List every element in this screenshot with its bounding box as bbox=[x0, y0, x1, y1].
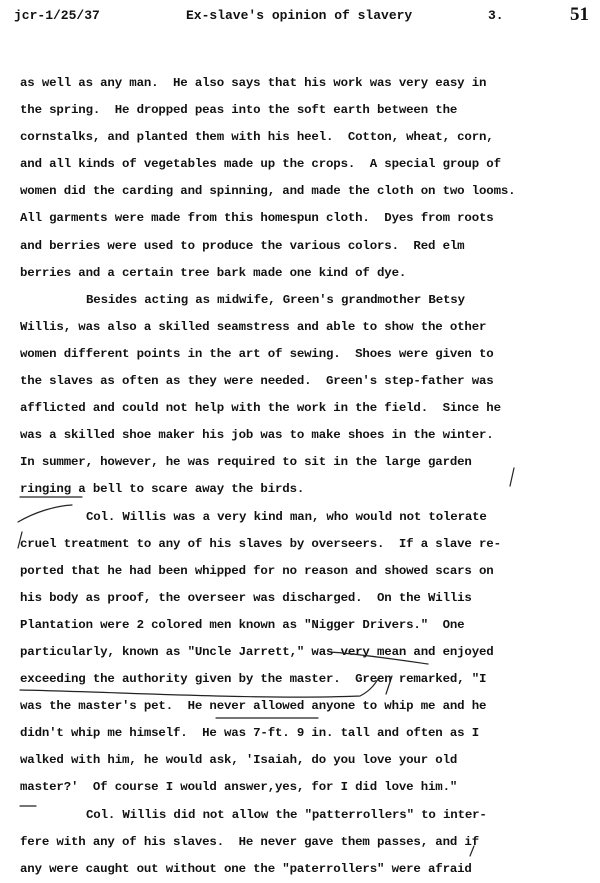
text-line: as well as any man. He also says that his work was very easy in bbox=[20, 76, 487, 90]
text-line: walked with him, he would ask, 'Isaiah, do you love your old bbox=[20, 753, 458, 768]
text-line: particularly, known as "Uncle Jarrett," was very mean and enjoyed bbox=[20, 644, 494, 659]
paragraph-start-line: Col. Willis did not allow the "patterrollers" to inter- bbox=[86, 807, 487, 822]
text-line: didn't whip me himself. He was 7-ft. 9 in. tall and often as I bbox=[20, 726, 479, 741]
text-line: was a skilled shoe maker his job was to make shoes in the winter. bbox=[20, 428, 494, 443]
header-reference: jcr-1/25/37 bbox=[14, 8, 100, 23]
text-line: ported that he had been whipped for no reason and showed scars on bbox=[20, 563, 494, 578]
page-number: 51 bbox=[570, 4, 589, 25]
paragraph-start-line: Besides acting as midwife, Green's grandmother Betsy bbox=[86, 292, 465, 307]
text-line: women different points in the art of sewing. Shoes were given to bbox=[20, 346, 494, 361]
paragraph-start-line: Col. Willis was a very kind man, who would not tolerate bbox=[86, 509, 487, 524]
text-line: the spring. He dropped peas into the soft earth between the bbox=[20, 103, 458, 118]
text-line: fere with any of his slaves. He never gave them passes, and if bbox=[20, 834, 479, 849]
text-line: cruel treatment to any of his slaves by overseers. If a slave re- bbox=[20, 536, 501, 551]
text-line: Plantation were 2 colored men known as "Nigger Drivers." One bbox=[20, 617, 465, 632]
header-section-number: 3. bbox=[488, 8, 504, 23]
text-line: his body as proof, the overseer was discharged. On the Willis bbox=[20, 590, 472, 605]
text-line: women did the carding and spinning, and made the cloth on two looms. bbox=[20, 184, 516, 199]
text-line: afflicted and could not help with the work in the field. Since he bbox=[20, 401, 501, 416]
text-line: was the master's pet. He never allowed anyone to whip me and he bbox=[20, 699, 487, 714]
text-line: All garments were made from this homespun cloth. Dyes from roots bbox=[20, 211, 494, 226]
text-line: exceeding the authority given by the master. Green remarked, "I bbox=[20, 672, 487, 687]
text-line: ringing a bell to scare away the birds. bbox=[20, 482, 305, 497]
text-line: any were caught out without one the "paterrollers" were afraid bbox=[20, 861, 472, 876]
header-title: Ex-slave's opinion of slavery bbox=[186, 8, 413, 23]
text-line: and all kinds of vegetables made up the crops. A special group of bbox=[20, 157, 501, 172]
text-line: Willis, was also a skilled seamstress and able to show the other bbox=[20, 319, 487, 334]
text-line: master?' Of course I would answer,yes, for I did love him." bbox=[20, 780, 458, 795]
page-header bbox=[10, 4, 594, 30]
text-line: the slaves as often as they were needed. Green's step-father was bbox=[20, 374, 494, 389]
text-line: berries and a certain tree bark made one kind of dye. bbox=[20, 265, 407, 280]
text-line: cornstalks, and planted them with his heel. Cotton, wheat, corn, bbox=[20, 130, 494, 145]
text-line: In summer, however, he was required to sit in the large garden bbox=[20, 455, 472, 470]
text-line: and berries were used to produce the various colors. Red elm bbox=[20, 238, 465, 253]
body-text bbox=[20, 70, 592, 883]
